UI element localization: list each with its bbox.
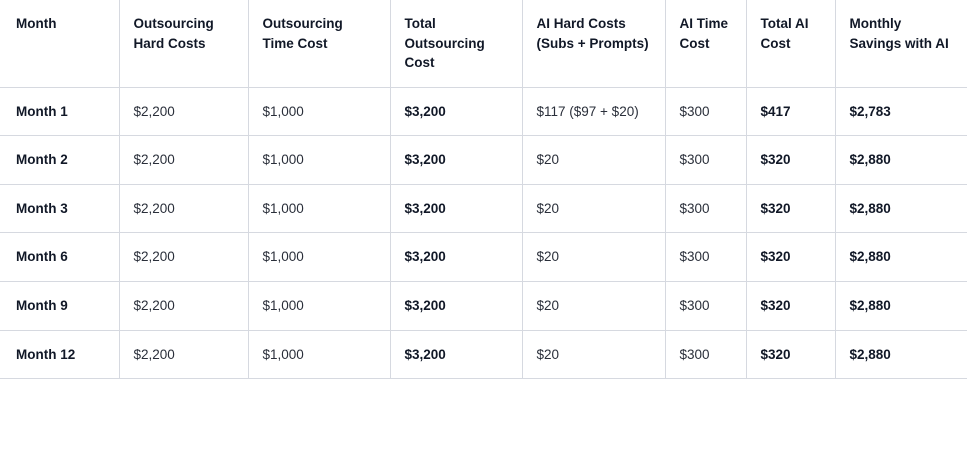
column-header-total-ai-cost: Total AI Cost: [746, 0, 835, 87]
cell-ai-time-cost: $300: [665, 87, 746, 136]
cell-outsourcing-hard-costs: $2,200: [119, 87, 248, 136]
cell-month: Month 9: [0, 281, 119, 330]
cell-outsourcing-hard-costs: $2,200: [119, 136, 248, 185]
table-row: [0, 281, 967, 330]
cell-total-outsourcing-cost: $3,200: [390, 233, 522, 282]
column-header-ai-hard-costs: AI Hard Costs (Subs + Prompts): [522, 0, 665, 87]
cell-total-ai-cost: $417: [746, 87, 835, 136]
cell-outsourcing-hard-costs: $2,200: [119, 330, 248, 379]
cell-ai-hard-costs: $117 ($97 + $20): [522, 87, 665, 136]
cell-ai-hard-costs: $20: [522, 136, 665, 185]
column-header-total-outsourcing-cost: Total Outsourcing Cost: [390, 0, 522, 87]
cell-month: Month 12: [0, 330, 119, 379]
cell-outsourcing-time-cost: $1,000: [248, 87, 390, 136]
cell-total-ai-cost: $320: [746, 136, 835, 185]
cell-monthly-savings: $2,880: [835, 281, 967, 330]
cell-month: Month 1: [0, 87, 119, 136]
cell-outsourcing-time-cost: $1,000: [248, 136, 390, 185]
column-header-monthly-savings: Monthly Savings with AI: [835, 0, 967, 87]
cell-outsourcing-time-cost: $1,000: [248, 233, 390, 282]
table-header: [0, 0, 967, 87]
cell-monthly-savings: $2,880: [835, 184, 967, 233]
cell-month: Month 2: [0, 136, 119, 185]
cell-monthly-savings: $2,783: [835, 87, 967, 136]
cell-ai-time-cost: $300: [665, 184, 746, 233]
cell-ai-time-cost: $300: [665, 281, 746, 330]
table-body: [0, 87, 967, 378]
cell-outsourcing-hard-costs: $2,200: [119, 281, 248, 330]
cell-ai-hard-costs: $20: [522, 330, 665, 379]
cell-total-ai-cost: $320: [746, 281, 835, 330]
column-header-month: Month: [0, 0, 119, 87]
table-row: [0, 233, 967, 282]
cell-ai-hard-costs: $20: [522, 281, 665, 330]
cell-month: Month 6: [0, 233, 119, 282]
cell-monthly-savings: $2,880: [835, 233, 967, 282]
cell-outsourcing-hard-costs: $2,200: [119, 233, 248, 282]
table-row: [0, 87, 967, 136]
cell-ai-time-cost: $300: [665, 233, 746, 282]
cell-monthly-savings: $2,880: [835, 136, 967, 185]
column-header-outsourcing-hard-costs: Outsourcing Hard Costs: [119, 0, 248, 87]
cell-total-ai-cost: $320: [746, 233, 835, 282]
cell-outsourcing-time-cost: $1,000: [248, 281, 390, 330]
cell-total-outsourcing-cost: $3,200: [390, 330, 522, 379]
table-header-row: [0, 0, 967, 87]
cell-outsourcing-time-cost: $1,000: [248, 184, 390, 233]
cell-outsourcing-time-cost: $1,000: [248, 330, 390, 379]
table-row: [0, 136, 967, 185]
table-row: [0, 330, 967, 379]
cell-total-outsourcing-cost: $3,200: [390, 136, 522, 185]
cell-outsourcing-hard-costs: $2,200: [119, 184, 248, 233]
cell-ai-hard-costs: $20: [522, 233, 665, 282]
cell-month: Month 3: [0, 184, 119, 233]
column-header-outsourcing-time-cost: Outsourcing Time Cost: [248, 0, 390, 87]
cell-ai-time-cost: $300: [665, 330, 746, 379]
cell-total-outsourcing-cost: $3,200: [390, 87, 522, 136]
cell-monthly-savings: $2,880: [835, 330, 967, 379]
cell-total-ai-cost: $320: [746, 330, 835, 379]
cell-total-ai-cost: $320: [746, 184, 835, 233]
cell-ai-hard-costs: $20: [522, 184, 665, 233]
column-header-ai-time-cost: AI Time Cost: [665, 0, 746, 87]
table-row: [0, 184, 967, 233]
cell-total-outsourcing-cost: $3,200: [390, 281, 522, 330]
cell-total-outsourcing-cost: $3,200: [390, 184, 522, 233]
cell-ai-time-cost: $300: [665, 136, 746, 185]
